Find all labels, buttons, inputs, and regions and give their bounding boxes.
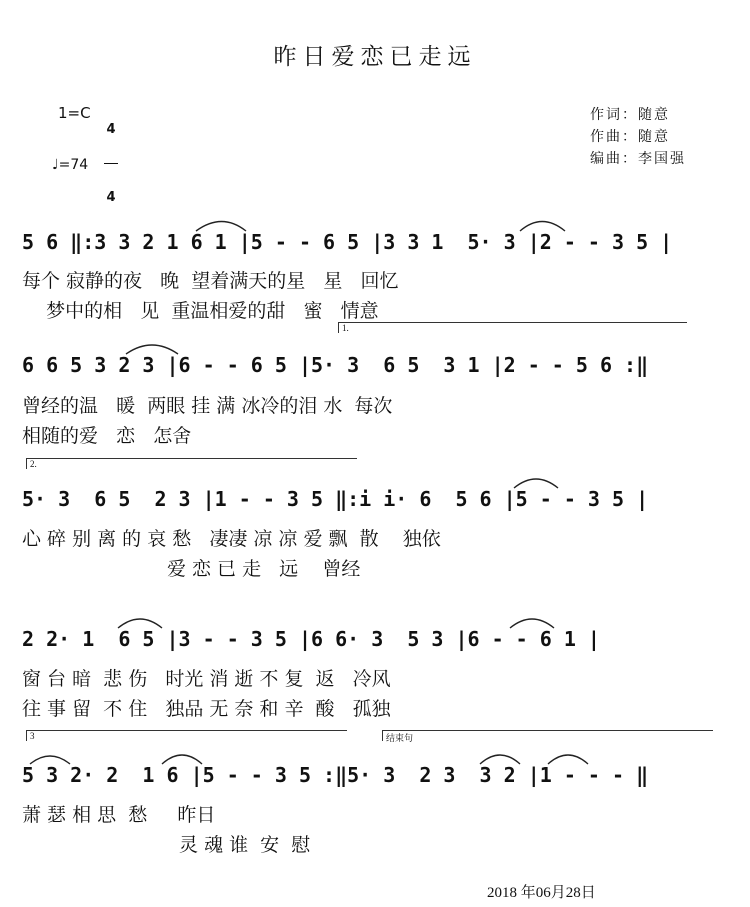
slur-mark — [520, 222, 565, 232]
composer-credit: 作曲：随意 — [590, 129, 670, 145]
date-stamp: 2018 年06月28日 — [487, 885, 596, 901]
lyric-row-3-verse-1: 心 碎 别 离 的 哀 愁 凄凄 凉 凉 爱 飘 散 独依 — [22, 528, 441, 550]
lyric-row-2-verse-1: 曾经的温 暖 两眼 挂 满 冰冷的泪 水 每次 — [22, 395, 393, 417]
slur-mark — [514, 479, 558, 488]
notation-row-2: 6 6 5 3 2 3 |6 - - 6 5 |5· 3 6 5 3 1 |2 - - 5 6 :‖ — [22, 353, 649, 377]
key-signature: 1=C — [58, 104, 91, 122]
notation-row-5: 5 3 2· 2 1 6 |5 - - 3 5 :‖5· 3 2 3 3 2 |1 - - - ‖ — [22, 763, 649, 787]
lyric-row-4-verse-2: 往 事 留 不 住 独品 无 奈 和 辛 酸 孤独 — [22, 698, 391, 720]
slur-mark — [30, 756, 70, 764]
lyric-row-3-verse-2: 爱 恋 已 走 远 曾经 — [22, 558, 361, 580]
slur-mark — [510, 619, 554, 628]
volta-ending-label: 结束句 — [386, 733, 414, 743]
slur-mark — [480, 755, 520, 764]
notation-row-4: 2 2· 1 6 5 |3 - - 3 5 |6 6· 3 5 3 |6 - - 6 1 | — [22, 627, 600, 651]
volta-3-label: 3 — [30, 731, 35, 741]
lyric-row-1-verse-2: 梦中的相 见 重温相爱的甜 蜜 情意 — [22, 300, 379, 322]
lyric-row-5-verse-2: 灵 魂 谁 安 慰 — [22, 834, 311, 856]
slur-mark — [126, 345, 178, 354]
song-title: 昨日爱恋已走远 — [273, 44, 477, 70]
notation-row-1: 5 6 ‖:3 3 2 1 6 1 |5 - - 6 5 |3 3 1 5· 3 |2 - - 3 5 | — [22, 230, 673, 254]
slur-mark — [548, 755, 588, 764]
volta-1-label: 1. — [342, 323, 349, 333]
arranger-credit: 编曲：李国强 — [590, 151, 686, 167]
lyric-row-5-verse-1: 萧 瑟 相 思 愁 昨日 — [22, 804, 216, 826]
lyric-row-4-verse-1: 窗 台 暗 悲 伤 时光 消 逝 不 复 返 冷风 — [22, 668, 391, 690]
slur-mark — [162, 755, 202, 764]
lyric-row-1-verse-1: 每个 寂静的夜 晚 望着满天的星 星 回忆 — [22, 270, 399, 292]
time-signature-bottom: 4 — [106, 190, 116, 205]
time-signature-top: 4 — [106, 122, 116, 137]
notation-row-3: 5· 3 6 5 2 3 |1 - - 3 5 ‖:i i· 6 5 6 |5 - - 3 5 | — [22, 487, 649, 511]
slur-mark — [118, 619, 162, 628]
slur-mark — [196, 222, 246, 232]
volta-2-label: 2. — [30, 459, 37, 469]
lyric-row-2-verse-2: 相随的爱 恋 怎舍 — [22, 425, 192, 447]
tempo-marking: ♩=74 — [52, 157, 89, 173]
lyricist-credit: 作词：随意 — [590, 107, 670, 123]
